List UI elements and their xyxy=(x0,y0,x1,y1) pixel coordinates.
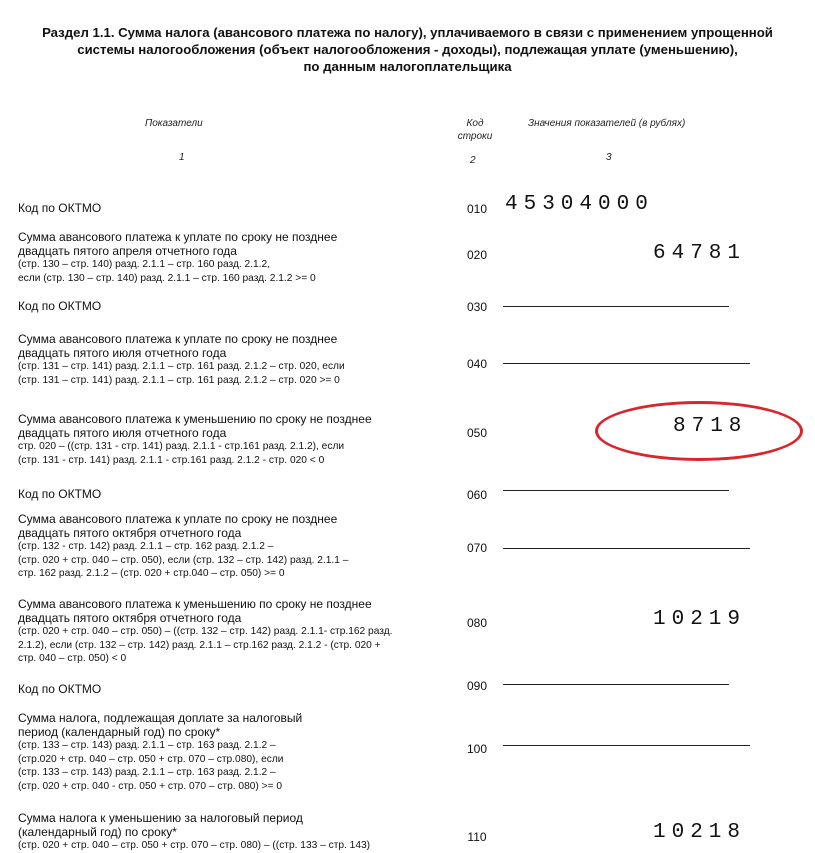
section-title-line-3: по данным налогоплательщика xyxy=(303,59,512,74)
row-100-formula-2: (стр.020 + стр. 040 – стр. 050 + стр. 070 – стр.080), если xyxy=(18,753,284,765)
row-020-formula-1: (стр. 130 – стр. 140) разд. 2.1.1 – стр. 160 разд. 2.1.2, xyxy=(18,259,271,270)
row-080-formula-3: стр. 040 – стр. 050) < 0 xyxy=(18,653,127,664)
row-070-label xyxy=(18,512,458,581)
row-010-value: 45304000 xyxy=(505,193,654,216)
row-040-formula-2: (стр. 131 – стр. 141) разд. 2.1.1 – стр. 161 разд. 2.1.2 – стр. 020 >= 0 xyxy=(18,374,340,386)
row-020-label xyxy=(18,230,458,285)
column-number-2: 2 xyxy=(470,155,476,166)
column-header-code-line1: Код xyxy=(466,118,484,129)
row-070-code: 070 xyxy=(466,541,488,555)
column-header-code-line2: строки xyxy=(457,131,493,142)
row-050-formula-1: стр. 020 – ((стр. 131 - стр. 141) разд. 2.1.1 - стр.161 разд. 2.1.2), если xyxy=(18,441,345,452)
row-070-formula-2: (стр. 020 + стр. 040 – стр. 050), если (стр. 132 – стр. 142) разд. 2.1.1 – xyxy=(18,554,349,566)
row-060-code: 060 xyxy=(466,488,488,502)
row-050-code: 050 xyxy=(466,426,488,440)
row-080-formula-2: 2.1.2), если (стр. 132 – стр. 142) разд. 2.1.1 – стр.162 разд. 2.1.2 - (стр. 020 + xyxy=(18,639,381,651)
row-110-title-2: (календарный год) по сроку* xyxy=(18,825,177,839)
row-100-title: Сумма налога, подлежащая доплате за налоговый xyxy=(18,711,303,725)
row-100-empty-dash xyxy=(503,745,750,746)
row-030-code: 030 xyxy=(466,300,488,314)
row-080-formula-1: (стр. 020 + стр. 040 – стр. 050) – ((стр. 132 – стр. 142) разд. 2.1.1- стр.162 разд. xyxy=(18,626,393,637)
row-110-label xyxy=(18,811,458,853)
row-090-title: Код по ОКТМО xyxy=(18,682,102,696)
row-100-code: 100 xyxy=(466,742,488,756)
column-number-1: 1 xyxy=(179,152,185,163)
row-060-title: Код по ОКТМО xyxy=(18,487,102,501)
column-header-indicators: Показатели xyxy=(145,118,203,129)
row-100-formula-4: (стр. 020 + стр. 040 - стр. 050 + стр. 070 – стр. 080) >= 0 xyxy=(18,780,283,792)
row-030-empty-dash xyxy=(503,306,729,307)
row-100-formula-3: (стр. 133 – стр. 143) разд. 2.1.1 – стр. 163 разд. 2.1.2 – xyxy=(18,767,276,778)
section-title-line-1: Раздел 1.1. Сумма налога (авансового платежа по налогу), уплачиваемого в связи с применением упрощенной xyxy=(42,25,773,40)
row-100-label xyxy=(18,711,458,793)
row-080-code: 080 xyxy=(466,616,488,630)
row-070-formula-3: стр. 162 разд. 2.1.2 – (стр. 020 + стр.040 – стр. 050) >= 0 xyxy=(18,568,285,579)
row-050-title-2: двадцать пятого июля отчетного года xyxy=(18,426,227,440)
row-020-code: 020 xyxy=(466,248,488,262)
row-090-label xyxy=(18,682,458,696)
row-070-empty-dash xyxy=(503,548,750,549)
row-040-title: Сумма авансового платежа к уплате по сроку не позднее xyxy=(18,332,338,346)
row-010-code: 010 xyxy=(466,202,488,216)
row-050-value: 8718 xyxy=(673,415,748,438)
row-020-title-2: двадцать пятого апреля отчетного года xyxy=(18,244,237,258)
section-title-line-2: системы налогообложения (объект налогообложения - доходы), подлежащая уплате (уменьшению), xyxy=(77,42,738,57)
row-110-value: 10218 xyxy=(653,821,747,844)
row-040-formula-1: (стр. 131 – стр. 141) разд. 2.1.1 – стр. 161 разд. 2.1.2 – стр. 020, если xyxy=(18,361,345,372)
row-070-title: Сумма авансового платежа к уплате по сроку не позднее xyxy=(18,512,338,526)
row-010-title: Код по ОКТМО xyxy=(18,201,102,215)
row-080-title: Сумма авансового платежа к уменьшению по сроку не позднее xyxy=(18,597,372,611)
row-050-title: Сумма авансового платежа к уменьшению по сроку не позднее xyxy=(18,412,372,426)
row-020-value: 64781 xyxy=(653,242,747,265)
row-040-code: 040 xyxy=(466,357,488,371)
row-050-formula-2: (стр. 131 - стр. 141) разд. 2.1.1 - стр.161 разд. 2.1.2 - стр. 020 < 0 xyxy=(18,454,325,466)
row-060-empty-dash xyxy=(503,490,729,491)
row-070-title-2: двадцать пятого октября отчетного года xyxy=(18,526,242,540)
row-080-label xyxy=(18,597,458,666)
row-010-label xyxy=(18,201,458,215)
row-080-title-2: двадцать пятого октября отчетного года xyxy=(18,611,242,625)
row-080-value: 10219 xyxy=(653,608,747,631)
row-020-formula-2: если (стр. 130 – стр. 140) разд. 2.1.1 – стр. 160 разд. 2.1.2 >= 0 xyxy=(18,272,316,284)
row-060-label xyxy=(18,487,458,501)
row-030-title: Код по ОКТМО xyxy=(18,299,102,313)
row-040-label xyxy=(18,332,458,387)
row-040-title-2: двадцать пятого июля отчетного года xyxy=(18,346,227,360)
row-030-label xyxy=(18,299,458,313)
row-090-empty-dash xyxy=(503,684,729,685)
row-040-empty-dash xyxy=(503,363,750,364)
row-020-title: Сумма авансового платежа к уплате по сроку не позднее xyxy=(18,230,338,244)
row-110-formula-1: (стр. 020 + стр. 040 – стр. 050 + стр. 070 – стр. 080) – ((стр. 133 – стр. 143) xyxy=(18,840,371,851)
column-number-3: 3 xyxy=(606,152,612,163)
row-110-title: Сумма налога к уменьшению за налоговый период xyxy=(18,811,303,825)
row-110-code: 110 xyxy=(467,830,487,844)
column-header-values: Значения показателей (в рублях) xyxy=(528,118,686,129)
row-070-formula-1: (стр. 132 - стр. 142) разд. 2.1.1 – стр. 162 разд. 2.1.2 – xyxy=(18,541,274,552)
row-100-formula-1: (стр. 133 – стр. 143) разд. 2.1.1 – стр. 163 разд. 2.1.2 – xyxy=(18,740,276,751)
highlight-circle xyxy=(595,401,803,461)
row-090-code: 090 xyxy=(466,679,488,693)
section-title xyxy=(0,24,815,75)
row-100-title-2: период (календарный год) по сроку* xyxy=(18,725,221,739)
row-050-label xyxy=(18,412,458,467)
